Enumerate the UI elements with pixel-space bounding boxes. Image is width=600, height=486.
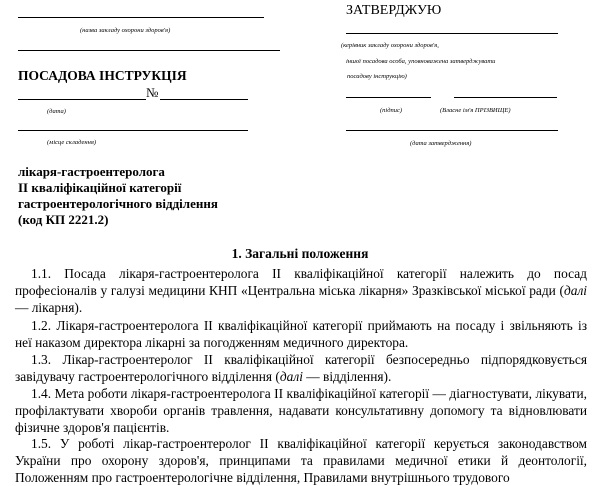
head-line [346,33,558,34]
place-line [18,130,248,131]
paragraph-1-5: 1.5. У роботі лікар-гастроентеролог ІІ кваліфікаційної категорії керується законодавством України про охорону здоров'я, принципами та правилами медичної етики й деонтології, Положенням про гастроентерологічне відділення, Правилами внутрішнього трудового [15,436,587,486]
paragraph-1-4: 1.4. Мета роботи лікаря-гастроентеролога ІІ кваліфікаційної категорії — діагностувати, лікувати, профілактувати хвороби органів травлення, надавати консультативну допомогу та відновлювати фізичне здоров'я пацієнтів. [15,386,587,436]
position-line-3: гастроентерологічного відділення [18,196,218,211]
approve-heading: ЗАТВЕРДЖУЮ [346,3,442,18]
full-name-line [454,97,557,98]
paragraph-1-1: 1.1. Посада лікаря-гастроентеролога ІІ кваліфікаційної категорії належить до посад професіоналів у галузі медицини КНП «Центральна міська лікарня» Зразківської міської ради (далі — лікарня). [15,266,587,316]
paragraph-1-3: 1.3. Лікар-гастроентеролог ІІ кваліфікаційної категорії безпосередньо підпорядковується завідувачу гастроентерологічного відділення (далі — відділення). [15,352,587,385]
paragraph-1-2: 1.2. Лікаря-гастроентеролога ІІ кваліфікаційної категорії приймають на посаду і звільняють із неї наказом директора лікарні за погодженням медичного директора. [15,318,587,351]
person-caption: іншої посадова особа, уповноважена затверджувати [346,58,496,65]
place-caption: (місце складення) [47,139,97,146]
document-title: ПОСАДОВА ІНСТРУКЦІЯ [18,68,187,83]
date-caption: (дата) [47,108,66,115]
signature-line [346,97,431,98]
institution-name-line-2 [18,50,280,51]
approve-date-caption: (дата затвердження) [410,140,472,147]
signature-caption: (підпис) [380,107,403,114]
position-line-1: лікаря-гастроентеролога [18,164,165,179]
number-line [160,99,248,100]
position-line-2: ІІ кваліфікаційної категорії [18,180,182,195]
approve-date-line [346,130,558,131]
instruction-caption: посадову інструкцію) [347,73,407,80]
institution-name-line [18,17,264,18]
section-title: 1. Загальні положення [231,246,369,261]
date-line [18,99,146,100]
head-caption: (керівник закладу охорони здоров'я, [341,42,439,49]
full-name-caption: (Власне ім'я ПРІЗВИЩЕ) [440,107,511,114]
number-sign: № [146,85,159,100]
position-code: (код КП 2221.2) [18,212,109,227]
institution-name-caption: (назва закладу охорони здоров'я) [80,27,171,34]
